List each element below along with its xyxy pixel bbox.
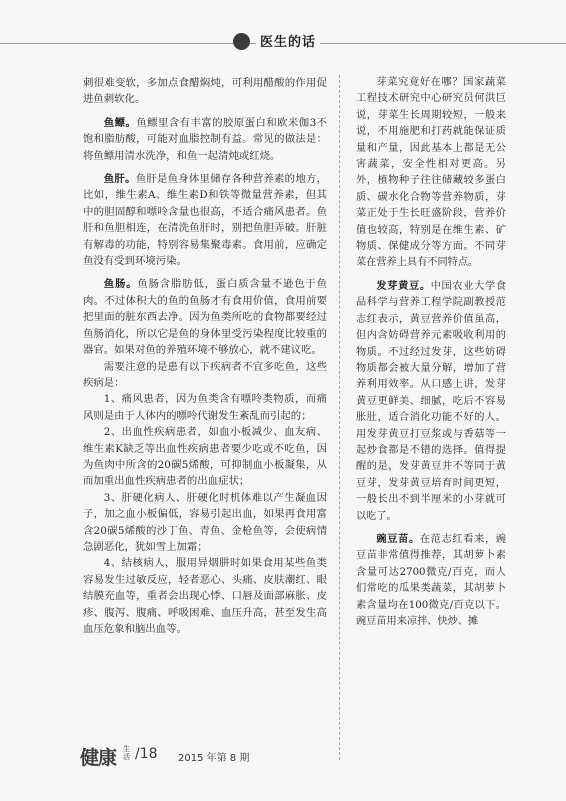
paragraph-text: 芽菜究竟好在哪？国家蔬菜工程技术研究中心研究员何洪巨说，芽菜生长周期较短，一般来说，不用施肥和打药就能保证质量和产量，因此基本上都是无公害蔬菜，安全性相对更高。另外，植物种子往往储藏较多蛋白质、碳水化合物等营养物质，芽菜正处于生长旺盛阶段，营养价值也较高，特别是在维生素、矿物质、保健成分等方面。不同芽菜在营养上具有不同特点。 [356, 77, 506, 269]
paragraph [83, 359, 327, 392]
paragraph-text: 需要注意的是患有以下疾病者不宜多吃鱼，这些疾病是： [83, 360, 327, 389]
paragraph-gap [356, 272, 506, 279]
paragraph [83, 75, 327, 108]
page-header [0, 29, 566, 51]
paragraph-text: 在范志红看来，豌豆苗非常值得推荐，其胡萝卜素含量可达2700微克/百克，而人们常吃的瓜果类蔬菜，其胡萝卜素含量均在100微克/百克以下。豌豆苗用来凉拌、快炒、摊 [356, 533, 507, 627]
paragraph-text: 4、结核病人，服用异烟肼时如果食用某些鱼类容易发生过敏反应，轻者恶心、头痛、皮肤潮红、眼结膜充血等，重者会出现心悸、口唇及面部麻胀、皮疹、腹泻、腹痛、呼吸困难、血压升高，甚至发生高血压危象和脑出血等。 [83, 557, 327, 635]
paragraph [83, 555, 327, 637]
paragraph [356, 75, 506, 272]
paragraph-lead: 豌豆苗。 [376, 533, 420, 545]
paragraph-text: 1、痛风患者，因为鱼类含有嘌呤类物质，而痛风则是由于人体内的嘌呤代谢发生紊乱而引起的； [83, 393, 327, 422]
paragraph-text: 刺很难变软，多加点食醋焖炖，可利用醋酸的作用促进鱼刺软化。 [83, 77, 327, 106]
paragraph [83, 171, 327, 269]
issue-label: 2015 年第 8 期 [178, 753, 250, 764]
paragraph [83, 115, 327, 164]
paragraph-gap [83, 269, 327, 276]
header-bullet-icon [233, 33, 250, 50]
paragraph-lead: 鱼肠。 [103, 278, 138, 291]
section-title: 医生的话 [256, 31, 320, 50]
paragraph [356, 532, 506, 630]
paragraph-text: 鱼肠含脂肪低，蛋白质含量不逊色于鱼肉。不过体积大的鱼的鱼肠才有食用价值，食用前要把里面的脏东西去净。因为鱼类所吃的食物都要经过鱼肠消化，所以它是鱼的身体里受污染程度比较重的器官。如果对鱼的养殖环境不够放心，就不建议吃。 [83, 278, 328, 357]
page-footer [80, 743, 340, 767]
paragraph-gap [83, 108, 327, 115]
paragraph [83, 391, 327, 424]
page-number: /18 [135, 746, 158, 762]
paragraph-text: 3、肝硬化病人、肝硬化时机体难以产生凝血因子，加之血小板偏低，容易引起出血，如果再食用富含20碳5烯酸的沙丁鱼、青鱼、金枪鱼等，会使病情急剧恶化，犹如雪上加霜； [83, 491, 327, 553]
column-divider [339, 75, 340, 760]
paragraph-text: 鱼肝是鱼身体里储存各种营养素的地方，比如，维生素A、维生素D和铁等微量营养素，但其中的胆固醇和嘌呤含量也很高，不适合痛风患者。鱼肝和鱼胆相连，在清洗鱼肝时，别把鱼胆弄破。肝脏有解毒的功能，特别容易集聚毒素。食用前，应确定鱼没有受到环境污染。 [83, 173, 327, 268]
paragraph-lead: 鱼肝。 [103, 173, 136, 186]
paragraph [356, 279, 506, 525]
right-column [356, 75, 506, 630]
paragraph [83, 490, 327, 556]
paragraph-text: 中国农业大学食品科学与营养工程学院副教授范志红表示，黄豆营养价值虽高，但内含妨碍营养元素吸收利用的物质。不过经过发芽，这些妨碍物质都会被大量分解，增加了营养利用效率。从口感上讲，发芽黄豆更鲜美、细腻，吃后不容易胀肚，适合消化功能不好的人。用发芽黄豆打豆浆或与香菇等一起炒食都是不错的选择。值得提醒的是，发芽黄豆并不等同于黄豆芽，发芽黄豆培育时间更短，一般长出不到半厘米的小芽就可以吃了。 [356, 280, 507, 522]
magazine-logo-sub: 生活 [123, 745, 130, 761]
paragraph [83, 276, 327, 358]
paragraph [83, 424, 327, 490]
paragraph-text: 鱼鳔里含有丰富的胶原蛋白和欧米伽3不饱和脂肪酸，可能对血脂控制有益。常见的做法是：将鱼鳔用清水洗净，和鱼一起清炖或红烧。 [83, 116, 328, 162]
left-column [83, 75, 327, 637]
magazine-logo: 健康 [80, 747, 117, 769]
paragraph-gap [83, 164, 327, 171]
paragraph-text: 2、出血性疾病患者，如血小板减少、血友病、维生素K缺乏等出血性疾病患者要少吃或不吃鱼，因为鱼肉中所含的20碳5烯酸，可抑制血小板凝集，从而加重出血性疾病患者的出血症状； [83, 426, 327, 488]
paragraph-lead: 发芽黄豆。 [376, 280, 431, 292]
paragraph-gap [356, 525, 506, 532]
paragraph-lead: 鱼鳔。 [103, 116, 137, 129]
